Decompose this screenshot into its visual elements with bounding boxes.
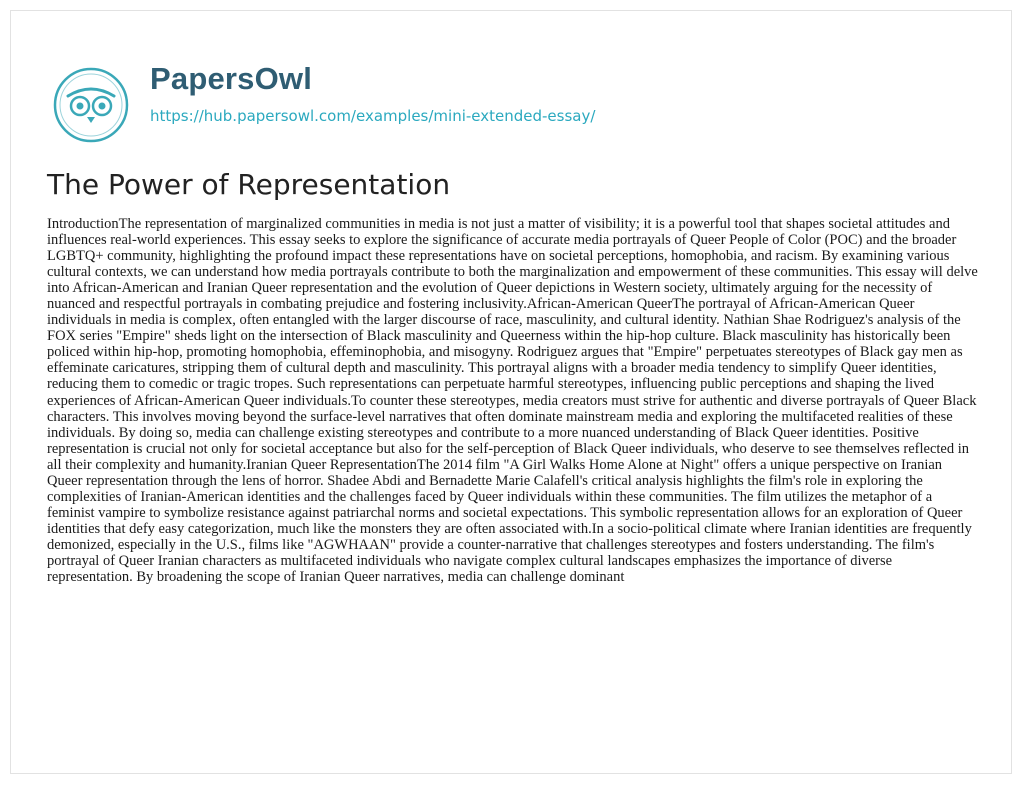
owl-face-icon[interactable] bbox=[52, 66, 130, 144]
brand-name[interactable]: PapersOwl bbox=[150, 61, 313, 96]
source-url-link[interactable]: https://hub.papersowl.com/examples/mini-extended-essay/ bbox=[150, 107, 596, 125]
site-header bbox=[52, 60, 752, 140]
essay-title: The Power of Representation bbox=[47, 168, 451, 201]
essay-body: IntroductionThe representation of marginalized communities in media is not just a matter of visibility; it is a powerful tool that shapes societal attitudes and influences real-world experiences. This essay seeks to explore the significance of accurate media portrayals of Queer People of Color (POC) and the broader LGBTQ+ community, highlighting the profound impact these representations have on societal perceptions, homophobia, and racism. By examining various cultural contexts, we can understand how media portrayals contribute to both the marginalization and empowerment of these communities. This essay will delve into African-American and Iranian Queer representation and the evolution of Queer depictions in Western society, ultimately arguing for the necessity of nuanced and respectful portrayals in combating prejudice and fostering inclusivity.African-American QueerThe portrayal of African-American Queer individuals in media is complex, often entangled with the larger discourse of race, masculinity, and cultural identity. Nathian Shae Rodriguez's analysis of the FOX series "Empire" sheds light on the intersection of Black masculinity and Queerness within the hip-hop culture. Black masculinity has historically been policed within hip-hop, promoting homophobia, effeminophobia, and misogyny. Rodriguez argues that "Empire" perpetuates stereotypes of Black gay men as effeminate caricatures, stripping them of cultural depth and masculinity. This portrayal aligns with a broader media tendency to simplify Queer identities, reducing them to comedic or tragic tropes. Such representations can perpetuate harmful stereotypes, influencing public perceptions and shaping the lived experiences of African-American Queer individuals.To counter these stereotypes, media creators must strive for authentic and diverse portrayals of Queer Black characters. This involves moving beyond the surface-level narratives that often dominate mainstream media and exploring the multifaceted realities of these individuals. By doing so, media can challenge existing stereotypes and contribute to a more nuanced understanding of Black Queer identities. Positive representation is crucial not only for societal acceptance but also for the self-perception of Black Queer individuals, who deserve to see themselves reflected in all their complexity and humanity.Iranian Queer RepresentationThe 2014 film "A Girl Walks Home Alone at Night" offers a unique perspective on Iranian Queer representation through the lens of horror. Shadee Abdi and Bernadette Marie Calafell's critical analysis highlights the film's role in exploring the complexities of Iranian-American identities and the challenges faced by Queer individuals within these communities. The film utilizes the metaphor of a feminist vampire to symbolize resistance against patriarchal norms and societal expectations. This symbolic representation allows for an exploration of Queer identities that defy easy categorization, much like the monsters they are often associated with.In a socio-political climate where Iranian identities are frequently demonized, especially in the U.S., films like "AGWHAAN" provide a counter-narrative that challenges stereotypes and fosters understanding. The film's portrayal of Queer Iranian characters as multifaceted individuals who navigate complex cultural landscapes emphasizes the importance of diverse representation. By broadening the scope of Iranian Queer narratives, media can challenge dominant bbox=[47, 216, 978, 586]
